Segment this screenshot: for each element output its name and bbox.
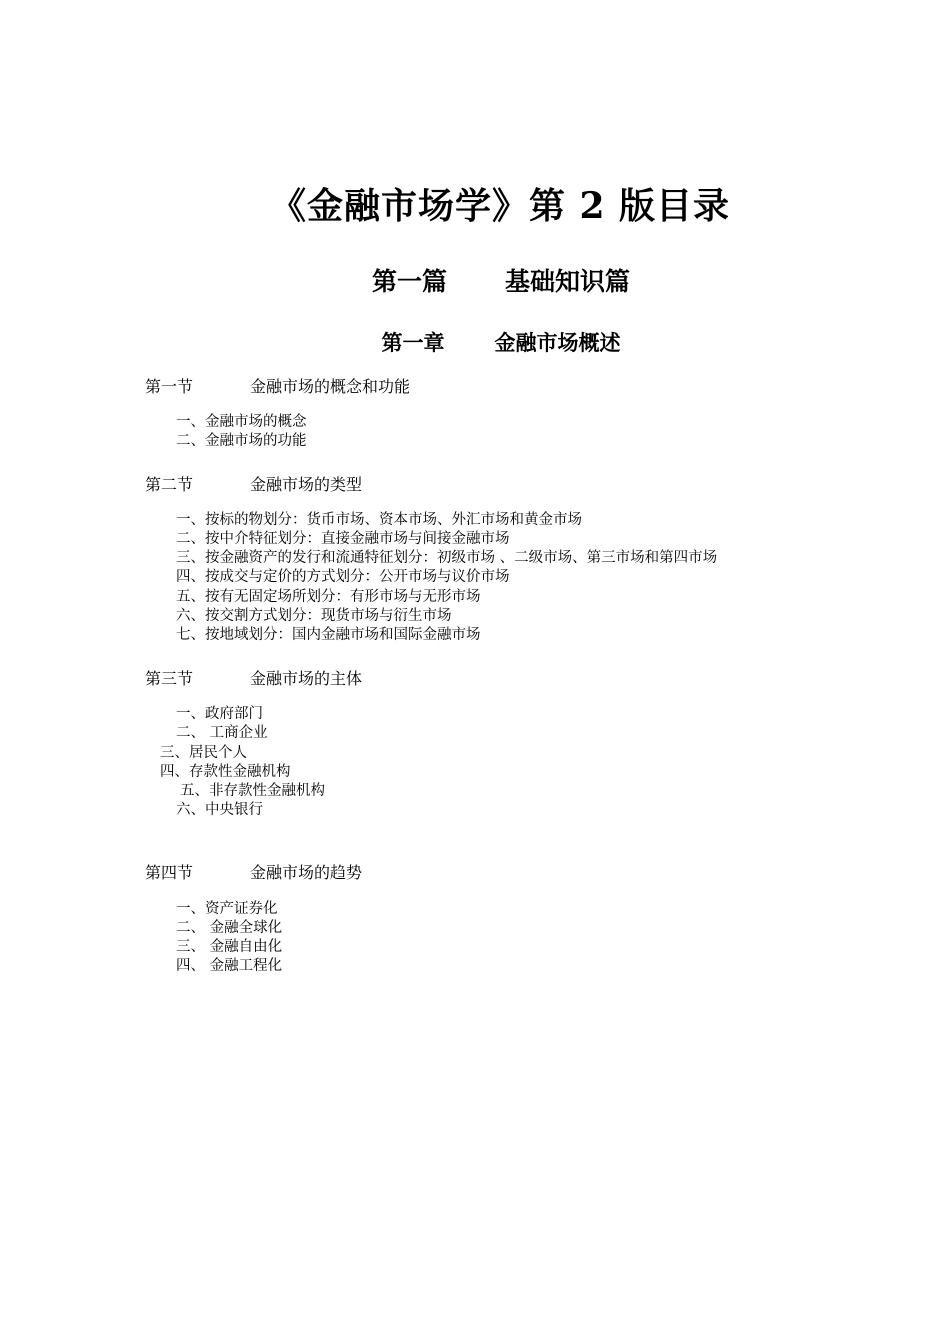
toc-item: 六、按交割方式划分：现货市场与衍生市场 (176, 608, 452, 624)
toc-item: 三、按金融资产的发行和流通特征划分：初级市场 、二级市场、第三市场和第四市场 (176, 550, 718, 566)
toc-item: 二、 金融全球化 (176, 920, 283, 936)
section-name: 金融市场的概念和功能 (250, 377, 411, 396)
toc-item: 二、按中介特征划分：直接金融市场与间接金融市场 (176, 531, 510, 547)
chapter-name: 金融市场概述 (494, 331, 621, 355)
section-heading-3 (145, 666, 362, 689)
section-number: 第一节 (145, 377, 194, 396)
toc-item: 五、非存款性金融机构 (180, 783, 325, 799)
toc-item: 五、按有无固定场所划分：有形市场与无形市场 (176, 589, 481, 605)
toc-item: 一、政府部门 (176, 706, 263, 722)
part-name: 基础知识篇 (505, 267, 631, 296)
part-heading (0, 262, 950, 298)
section-name: 金融市场的趋势 (250, 863, 363, 882)
toc-item: 七、按地域划分：国内金融市场和国际金融市场 (176, 627, 481, 643)
toc-item: 一、资产证券化 (176, 901, 278, 917)
section-number: 第四节 (145, 863, 194, 882)
section-number: 第二节 (145, 475, 194, 494)
toc-item: 二、金融市场的功能 (176, 433, 307, 449)
toc-item: 四、存款性金融机构 (160, 764, 291, 780)
toc-item: 三、居民个人 (160, 745, 247, 761)
toc-item: 四、 金融工程化 (176, 958, 283, 974)
toc-item: 一、按标的物划分：货币市场、资本市场、外汇市场和黄金市场 (176, 512, 582, 528)
section-heading-4 (145, 860, 362, 883)
document-title: 《金融市场学》第 2 版目录 (269, 185, 731, 227)
toc-item: 二、 工商企业 (176, 725, 268, 741)
part-number: 第一篇 (371, 267, 447, 296)
toc-item: 六、中央银行 (176, 802, 263, 818)
section-number: 第三节 (145, 669, 194, 688)
chapter-number: 第一章 (381, 331, 445, 355)
toc-item: 四、按成交与定价的方式划分：公开市场与议价市场 (176, 569, 510, 585)
toc-item: 三、 金融自由化 (176, 939, 283, 955)
section-name: 金融市场的类型 (250, 475, 363, 494)
section-name: 金融市场的主体 (250, 669, 363, 688)
toc-item: 一、金融市场的概念 (176, 414, 307, 430)
chapter-heading (0, 327, 950, 357)
section-heading-1 (145, 374, 410, 397)
section-heading-2 (145, 472, 362, 495)
